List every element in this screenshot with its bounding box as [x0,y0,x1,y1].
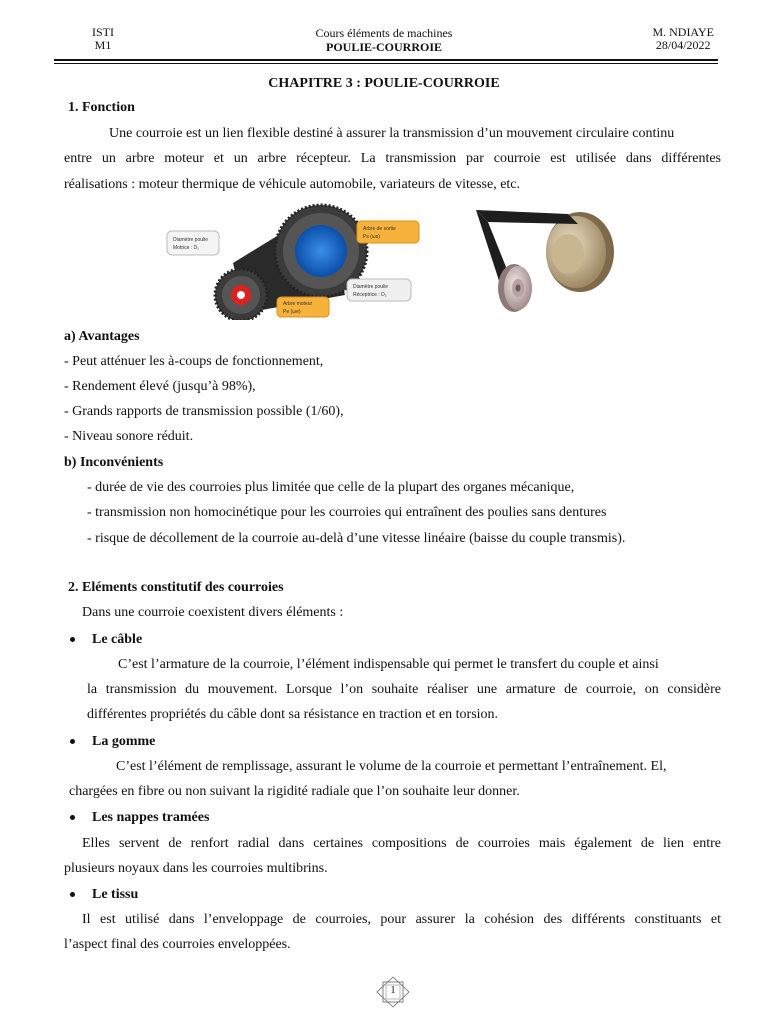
advantages-heading: a) Avantages [64,329,140,344]
subheading-gomme: La gomme [92,734,156,749]
paragraph-line: chargées en fibre ou non suivant la rigidité radiale que l’on souhaite leur donner. [69,784,520,799]
paragraph-line: la transmission du mouvement. Lorsque l’on souhaite réaliser une armature de courroie, on considère [87,682,721,697]
paragraph-line: Il est utilisé dans l’enveloppage de courroies, pour assurer la cohésion des différents constituants et [82,912,721,927]
paragraph-line: C’est l’armature de la courroie, l’élément indispensable qui permet le transfert du couple et ainsi [118,657,659,672]
header-divider-thick [54,59,718,61]
paragraph-line: Elles servent de renfort radial dans certaines compositions de courroies mais également de lien entre [82,836,721,851]
label-driven-diameter-1: Diamètre poulie [353,284,389,290]
subheading-tissu: Le tissu [92,887,139,902]
bullet-icon [70,815,75,820]
page-number: 1 [390,985,396,996]
paragraph-line: Une courroie est un lien flexible destiné à assurer la transmission d’un mouvement circulaire continu [109,126,675,141]
paragraph-line: entre un arbre moteur et un arbre récepteur. La transmission par courroie est utilisée dans différentes [64,151,721,166]
page-header [0,26,768,60]
label-driving-diameter-1: Diamètre poulie [173,237,209,243]
header-divider-thin [54,63,718,64]
header-course: Cours éléments de machines [315,26,453,40]
list-item: - Grands rapports de transmission possible (1/60), [64,404,344,419]
section-intro: Dans une courroie coexistent divers éléments : [82,605,344,620]
paragraph-line: plusieurs noyaux dans les courroies multibrins. [64,861,328,876]
belt-drive-diagram [163,203,435,320]
section-heading-fonction: 1. Fonction [68,100,135,115]
header-level: M1 [94,38,112,52]
header-right [652,26,714,52]
bullet-icon [70,892,75,897]
list-item: - Rendement élevé (jusqu’à 98%), [64,379,256,394]
subheading-cable: Le câble [92,632,143,647]
page-number-ornament [374,976,412,1008]
list-item: - Peut atténuer les à-coups de fonctionnement, [64,354,324,369]
header-date: 28/04/2022 [655,38,711,52]
disadvantages-heading: b) Inconvénients [64,455,164,470]
header-topic: POULIE-COURROIE [325,40,442,54]
paragraph-line: C’est l’élément de remplissage, assurant le volume de la courroie et permettant l’entraînement. El, [116,759,667,774]
label-driven-diameter-2: Réceptrice : D₂ [353,292,387,298]
header-author: M. NDIAYE [652,25,714,39]
list-item: - transmission non homocinétique pour les courroies qui entraînent des poulies sans dentures [87,505,607,520]
list-item: - risque de décollement de la courroie au-delà d’une vitesse linéaire (baisse du couple transmis). [87,531,626,546]
bullet-icon [70,637,75,642]
subheading-nappes: Les nappes tramées [92,810,210,825]
label-motor-shaft-2: Pe (ωe) [283,309,301,315]
bullet-icon [70,739,75,744]
label-output-shaft-1: Arbre de sortie [363,226,396,232]
chapter-title: CHAPITRE 3 : POULIE-COURROIE [268,76,500,91]
paragraph-line: l’aspect final des courroies enveloppées. [64,937,291,952]
header-school: ISTI [92,25,114,39]
list-item: - Niveau sonore réduit. [64,429,194,444]
label-driving-diameter-2: Motrice : D₁ [173,245,199,251]
pulley-belt-render [470,200,630,320]
paragraph-line: réalisations : moteur thermique de véhicule automobile, variateurs de vitesse, etc. [64,177,521,192]
label-motor-shaft-1: Arbre moteur [283,301,313,307]
section-heading-elements: 2. Eléments constitutif des courroies [68,580,284,595]
list-item: - durée de vie des courroies plus limitée que celle de la plupart des organes mécanique, [87,480,575,495]
label-output-shaft-2: Ps (ωs) [363,234,380,240]
paragraph-line: différentes propriétés du câble dont sa résistance en traction et en torsion. [87,707,499,722]
